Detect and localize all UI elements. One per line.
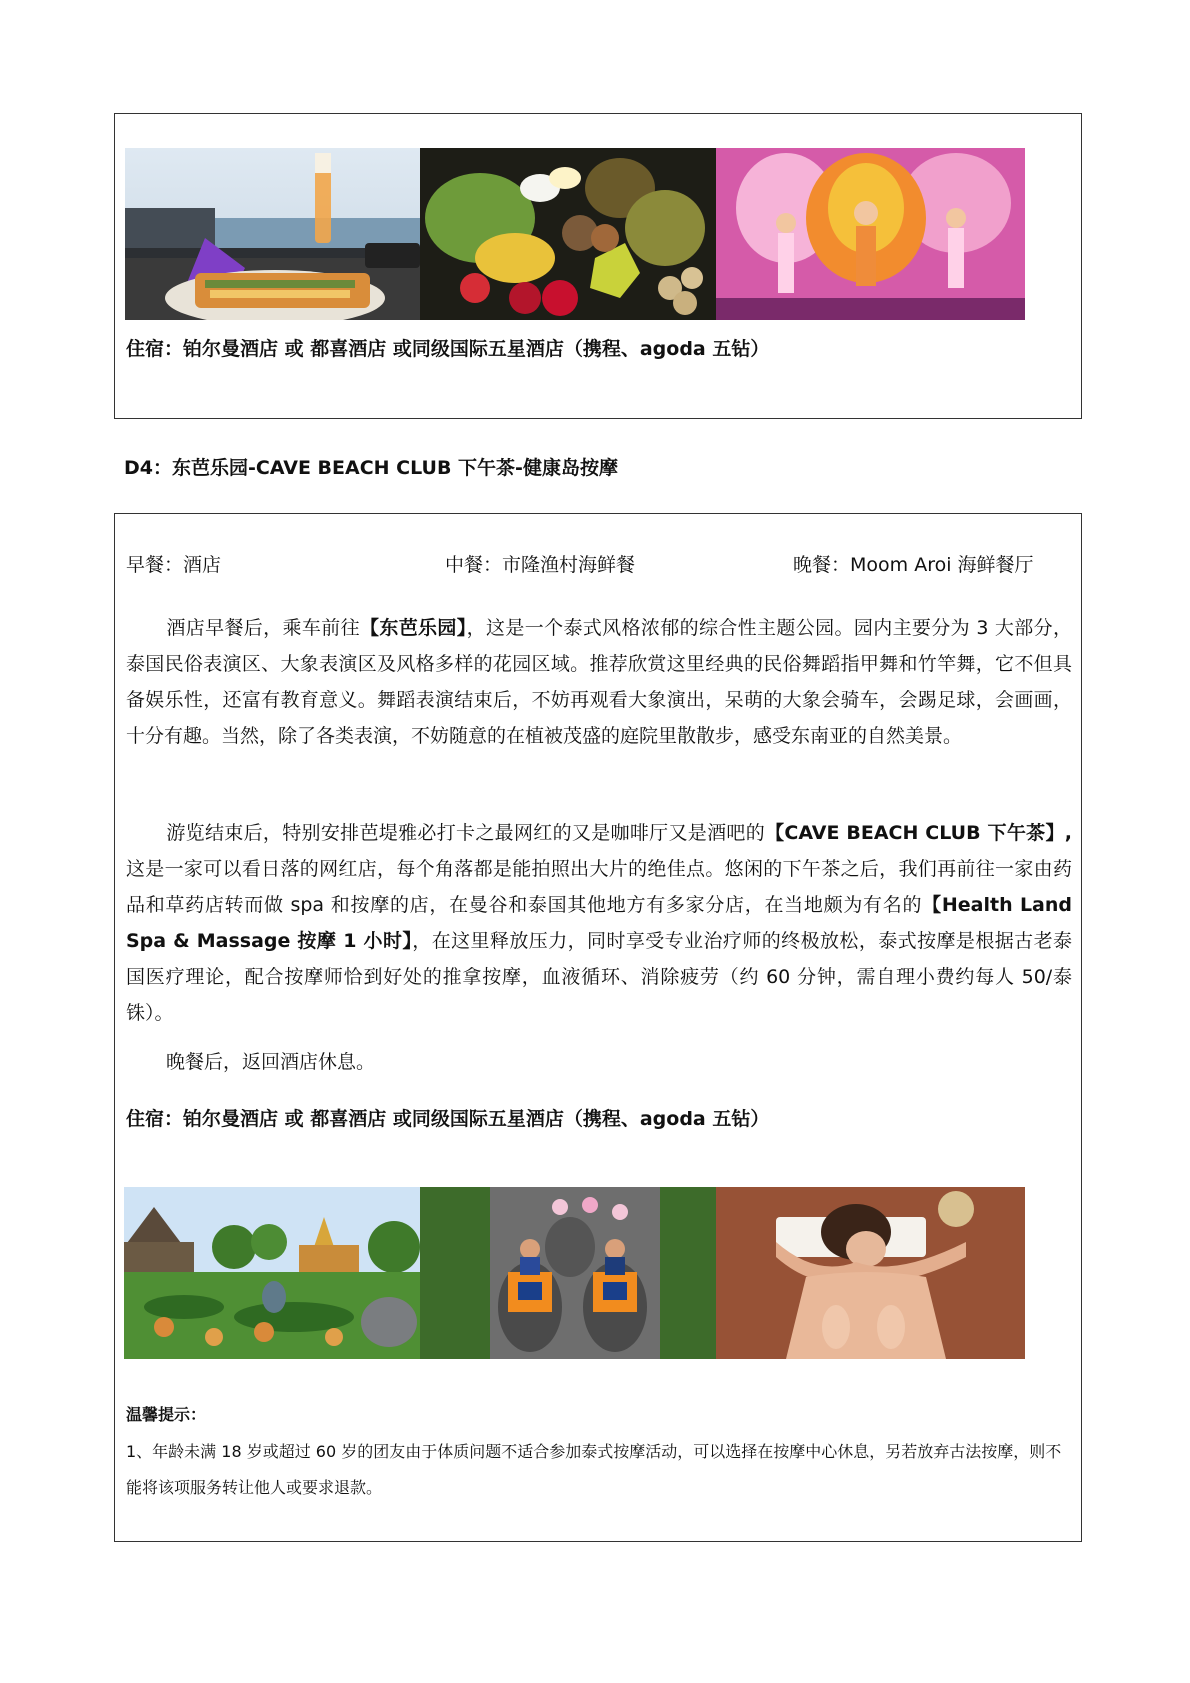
thai-massage-photo: [716, 1187, 1025, 1359]
hotel-stay-text: 住宿：铂尔曼酒店 或 都喜酒店 或同级国际五星酒店（携程、agoda 五钻）: [126, 338, 770, 360]
tropical-fruit-photo: [420, 148, 729, 320]
dinner-info: 晚餐：Moom Aroi 海鲜餐厅: [793, 554, 1034, 576]
para3-text: 晚餐后，返回酒店休息。: [166, 1051, 376, 1073]
return-hotel-paragraph: [126, 1044, 1072, 1080]
lunch-info: 中餐：市隆渔村海鲜餐: [445, 554, 636, 576]
hotel-stay-text: 住宿：铂尔曼酒店 或 都喜酒店 或同级国际五星酒店（携程、agoda 五钻）: [126, 1108, 770, 1130]
nongnooch-highlight: 【东芭乐园】: [359, 617, 467, 639]
para2-text-a: 游览结束后，特别安排芭堤雅必打卡之最网红的又是咖啡厅又是酒吧的: [166, 822, 766, 844]
seaside-food-photo: [125, 148, 434, 320]
breakfast-info: 早餐：酒店: [126, 554, 222, 576]
elephant-ride-photo: [420, 1187, 729, 1359]
para1-text-c: ，这是一个泰式风格浓郁的综合性主题公园。园内主要分为 3 大部分，泰国民俗表演区、大象表演区及风格多样的花园区域。推荐欣赏这里经典的民俗舞蹈指甲舞和竹竿舞，它不但具备娱乐性，还富有教育意义。舞蹈表演结束后，不妨再观看大象演出，呆萌的大象会骑车，会踢足球，会画画，十分有趣。当然，除了各类表演，不妨随意的在植被茂盛的庭院里散散步，感受东南亚的自然美景。: [126, 617, 1072, 747]
para2-text-e: ，在这里释放压力，同时享受专业治疗师的终极放松，泰式按摩是根据古老泰国医疗理论，配合按摩师恰到好处的推拿按摩，血液循环、消除疲劳（约 60 分钟，需自理小费约每人 50/泰铢）。: [126, 930, 1072, 1024]
day4-title: D4：东芭乐园-CAVE BEACH CLUB 下午茶-健康岛按摩: [124, 457, 618, 479]
health-land-highlight: 【Health Land Spa & Massage 按摩 1 小时】: [126, 894, 1072, 952]
cabaret-show-photo: [716, 148, 1025, 320]
day4-content-box: [114, 513, 1082, 1542]
tips-title: 温馨提示：: [126, 1405, 207, 1424]
nongnooch-paragraph: [126, 610, 1072, 754]
nongnooch-garden-photo: [124, 1187, 433, 1359]
para1-text-a: 酒店早餐后，乘车前往: [166, 617, 360, 639]
tips-text: 1、年龄未满 18 岁或超过 60 岁的团友由于体质问题不适合参加泰式按摩活动，可以选择在按摩中心休息，另若放弃古法按摩，则不能将该项服务转让他人或要求退款。: [126, 1442, 1062, 1497]
day3-stay-box: [114, 113, 1082, 419]
cave-beach-club-highlight: 【CAVE BEACH CLUB 下午茶】,: [765, 822, 1072, 844]
para2-text-c: 这是一家可以看日落的网红店，每个角落都是能拍照出大片的绝佳点。悠闲的下午茶之后，我们再前往一家由药品和草药店转而做 spa 和按摩的店，在曼谷和泰国其他地方有多家分店，在当地颇为有名的: [126, 858, 1072, 916]
cave-beach-club-paragraph: [126, 815, 1072, 1031]
